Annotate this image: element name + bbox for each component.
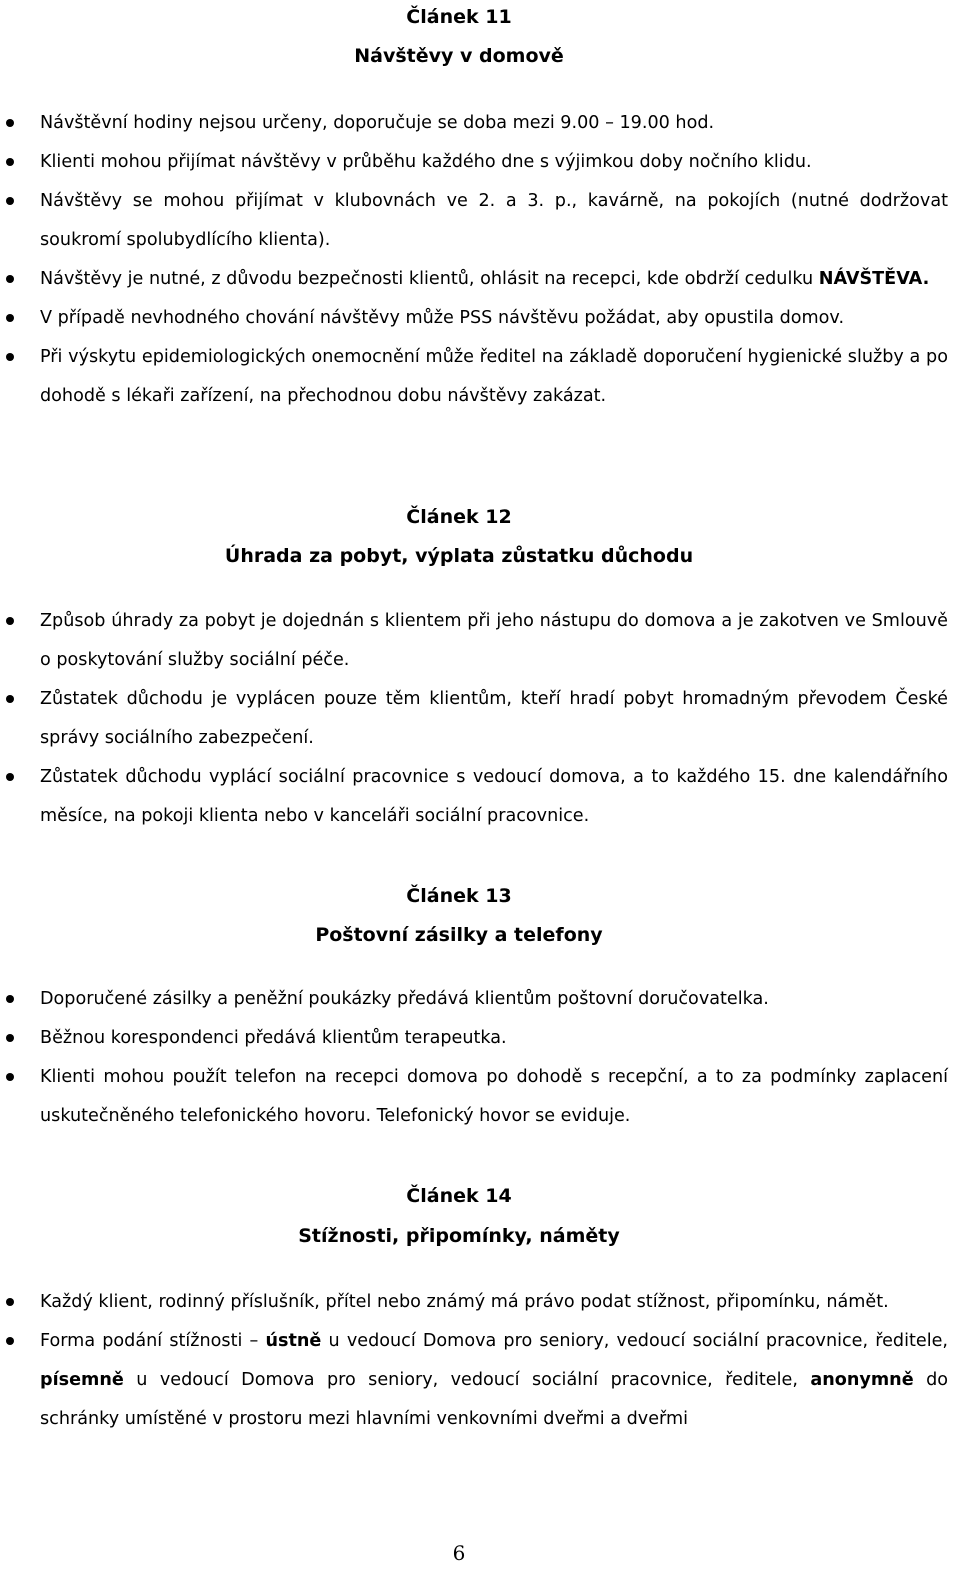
article-11-list [40,104,948,416]
list-item [40,980,948,1019]
article-13-list [40,980,948,1136]
list-item [40,680,948,758]
page-number: 6 [452,1541,466,1565]
item-text: Návštěvní hodiny nejsou určeny, doporučuje se doba mezi 9.00 – 19.00 hod. [40,113,715,133]
item-text: Klienti mohou použít telefon na recepci domova po dohodě s recepční, a to za podmínky zaplacení uskutečněného telefonického hovoru. Telefonický hovor se eviduje. [40,1067,948,1126]
list-item [40,1019,948,1058]
article-heading: Článek 13 [406,885,512,907]
item-text: Návštěvy se mohou přijímat v klubovnách ve 2. a 3. p., kavárně, na pokojích (nutné dodržovat soukromí spolubydlícího klienta). [40,191,948,250]
item-text: Klienti mohou přijímat návštěvy v průběhu každého dne s výjimkou doby nočního klidu. [40,152,812,172]
article-subheading: Úhrada za pobyt, výplata zůstatku důchodu [224,545,694,567]
list-item [40,104,948,143]
item-text: Zůstatek důchodu vyplácí sociální pracovnice s vedoucí domova, a to každého 15. dne kalendářního měsíce, na pokoji klienta nebo v kanceláři sociální pracovnice. [40,767,948,826]
list-item [40,758,948,836]
list-item [40,260,948,299]
item-text: Forma podání stížnosti – [40,1331,266,1351]
list-item [40,1283,948,1322]
list-item [40,143,948,182]
emphasis-text: NÁVŠTĚVA. [818,269,930,289]
item-text: Při výskytu epidemiologických onemocnění může ředitel na základě doporučení hygienické služby a po dohodě s lékaři zařízení, na přechodnou dobu návštěvy zakázat. [40,347,948,406]
item-text: u vedoucí Domova pro seniory, vedoucí sociální pracovnice, ředitele, [321,1331,949,1351]
article-heading: Článek 11 [406,6,512,28]
article-subheading: Stížnosti, připomínky, náměty [298,1225,620,1247]
list-item [40,182,948,260]
item-text: V případě nevhodného chování návštěvy může PSS návštěvu požádat, aby opustila domov. [40,308,845,328]
article-heading: Článek 12 [406,506,512,528]
article-subheading: Návštěvy v domově [354,45,564,67]
item-text: Zůstatek důchodu je vyplácen pouze těm klientům, kteří hradí pobyt hromadným převodem České správy sociálního zabezpečení. [40,689,948,748]
article-subheading: Poštovní zásilky a telefony [315,924,603,946]
list-item [40,1058,948,1136]
list-item [40,299,948,338]
article-heading: Článek 14 [406,1185,512,1207]
list-item [40,1322,948,1439]
emphasis-text: písemně [40,1370,124,1390]
article-14-list [40,1283,948,1439]
item-text: Způsob úhrady za pobyt je dojednán s klientem při jeho nástupu do domova a je zakotven ve Smlouvě o poskytování služby sociální péče. [40,611,948,670]
item-text: Každý klient, rodinný příslušník, přítel nebo známý má právo podat stížnost, připomínku, námět. [40,1292,889,1312]
item-text: Doporučené zásilky a peněžní poukázky předává klientům poštovní doručovatelka. [40,989,769,1009]
emphasis-text: ústně [265,1331,322,1351]
article-12-list [40,602,948,836]
item-text: u vedoucí Domova pro seniory, vedoucí sociální pracovnice, ředitele, [123,1370,811,1390]
item-text: Návštěvy je nutné, z důvodu bezpečnosti klientů, ohlásit na recepci, kde obdrží cedulku [40,269,819,289]
item-text: do schránky umístěné v prostoru mezi hlavními venkovními dveřmi a dveřmi [40,1370,949,1429]
emphasis-text: anonymně [810,1370,914,1390]
list-item [40,338,948,416]
list-item [40,602,948,680]
item-text: Běžnou korespondenci předává klientům terapeutka. [40,1028,507,1048]
